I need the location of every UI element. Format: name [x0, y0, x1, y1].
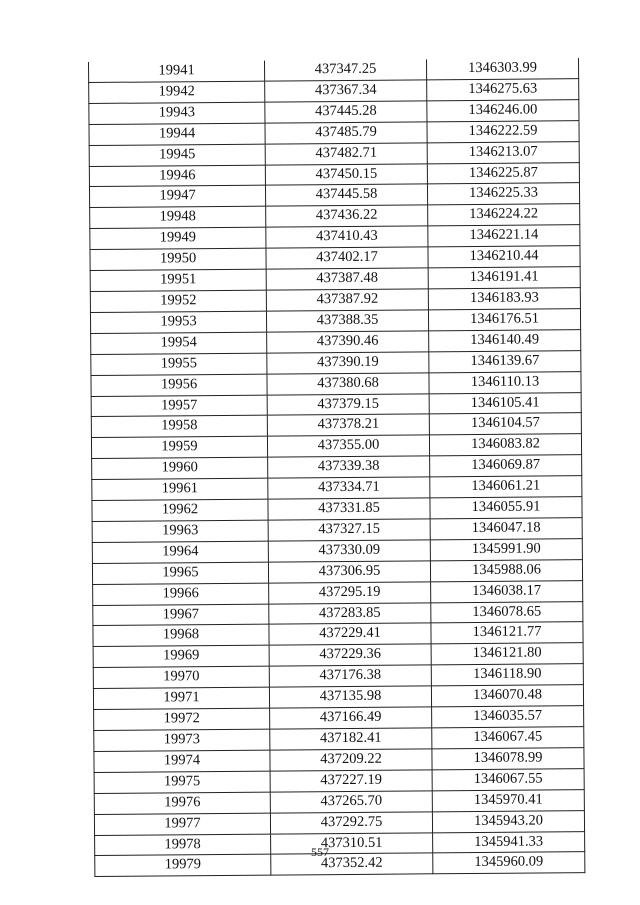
x-coordinate-cell: 437390.19 — [267, 352, 429, 374]
point-id-cell: 19958 — [91, 416, 267, 438]
x-coordinate-cell: 437387.48 — [266, 268, 428, 290]
y-coordinate-cell: 1345988.06 — [430, 559, 582, 581]
point-id-cell: 19965 — [92, 562, 268, 584]
point-id-cell: 19949 — [90, 227, 266, 249]
y-coordinate-cell: 1346121.77 — [431, 622, 583, 644]
y-coordinate-cell: 1346246.00 — [427, 99, 579, 121]
x-coordinate-cell: 437347.25 — [264, 59, 426, 81]
point-id-cell: 19963 — [92, 520, 268, 542]
page-number: 557 — [311, 845, 329, 859]
point-id-cell: 19948 — [90, 206, 266, 228]
x-coordinate-cell: 437166.49 — [270, 707, 432, 729]
x-coordinate-cell: 437378.21 — [267, 414, 429, 436]
x-coordinate-cell: 437295.19 — [269, 581, 431, 603]
x-coordinate-cell: 437379.15 — [267, 393, 429, 415]
y-coordinate-cell: 1346213.07 — [427, 141, 579, 163]
x-coordinate-cell: 437135.98 — [269, 686, 431, 708]
y-coordinate-cell: 1345991.90 — [430, 538, 582, 560]
x-coordinate-cell: 437402.17 — [266, 247, 428, 269]
point-id-cell: 19951 — [90, 269, 266, 291]
y-coordinate-cell: 1345960.09 — [433, 852, 585, 874]
y-coordinate-cell: 1345970.41 — [432, 789, 584, 811]
coordinates-table — [88, 58, 585, 877]
y-coordinate-cell: 1346210.44 — [428, 246, 580, 268]
x-coordinate-cell: 437209.22 — [270, 749, 432, 771]
y-coordinate-cell: 1346139.67 — [429, 350, 581, 372]
x-coordinate-cell: 437450.15 — [265, 163, 427, 185]
y-coordinate-cell: 1346061.21 — [430, 476, 582, 498]
x-coordinate-cell: 437445.28 — [265, 101, 427, 123]
point-id-cell: 19973 — [94, 729, 270, 751]
y-coordinate-cell: 1346224.22 — [428, 204, 580, 226]
y-coordinate-cell: 1346191.41 — [428, 267, 580, 289]
point-id-cell: 19943 — [89, 102, 265, 124]
y-coordinate-cell: 1346038.17 — [431, 580, 583, 602]
point-id-cell: 19955 — [91, 353, 267, 375]
y-coordinate-cell: 1346104.57 — [429, 413, 581, 435]
x-coordinate-cell: 437292.75 — [270, 811, 432, 833]
x-coordinate-cell: 437265.70 — [270, 791, 432, 813]
x-coordinate-cell: 437229.36 — [269, 644, 431, 666]
y-coordinate-cell: 1346083.82 — [429, 434, 581, 456]
x-coordinate-cell: 437367.34 — [265, 80, 427, 102]
point-id-cell: 19961 — [92, 478, 268, 500]
y-coordinate-cell: 1346176.51 — [428, 309, 580, 331]
point-id-cell: 19962 — [92, 499, 268, 521]
y-coordinate-cell: 1346047.18 — [430, 518, 582, 540]
x-coordinate-cell: 437380.68 — [267, 372, 429, 394]
x-coordinate-cell: 437283.85 — [269, 602, 431, 624]
y-coordinate-cell: 1346069.87 — [430, 455, 582, 477]
y-coordinate-cell: 1346275.63 — [427, 79, 579, 101]
point-id-cell: 19971 — [93, 687, 269, 709]
point-id-cell: 19978 — [95, 834, 271, 856]
y-coordinate-cell: 1346067.45 — [432, 727, 584, 749]
y-coordinate-cell: 1346121.80 — [431, 643, 583, 665]
coordinates-table-body — [88, 58, 584, 877]
point-id-cell: 19964 — [92, 541, 268, 563]
point-id-cell: 19960 — [92, 457, 268, 479]
point-id-cell: 19968 — [93, 625, 269, 647]
x-coordinate-cell: 437229.41 — [269, 623, 431, 645]
x-coordinate-cell: 437387.92 — [266, 289, 428, 311]
x-coordinate-cell: 437485.79 — [265, 122, 427, 144]
point-id-cell: 19952 — [90, 290, 266, 312]
y-coordinate-cell: 1346055.91 — [430, 497, 582, 519]
point-id-cell: 19953 — [90, 311, 266, 333]
x-coordinate-cell: 437355.00 — [267, 435, 429, 457]
point-id-cell: 19944 — [89, 123, 265, 145]
y-coordinate-cell: 1345943.20 — [432, 810, 584, 832]
x-coordinate-cell: 437330.09 — [268, 540, 430, 562]
x-coordinate-cell: 437388.35 — [266, 310, 428, 332]
y-coordinate-cell: 1346140.49 — [429, 329, 581, 351]
y-coordinate-cell: 1346105.41 — [429, 392, 581, 414]
x-coordinate-cell: 437390.46 — [267, 331, 429, 353]
y-coordinate-cell: 1346110.13 — [429, 371, 581, 393]
x-coordinate-cell: 437334.71 — [268, 477, 430, 499]
y-coordinate-cell: 1346303.99 — [426, 58, 578, 80]
point-id-cell: 19945 — [89, 144, 265, 166]
point-id-cell: 19967 — [93, 604, 269, 626]
point-id-cell: 19974 — [94, 750, 270, 772]
point-id-cell: 19972 — [94, 708, 270, 730]
point-id-cell: 19976 — [94, 792, 270, 814]
x-coordinate-cell: 437482.71 — [265, 142, 427, 164]
x-coordinate-cell: 437327.15 — [268, 519, 430, 541]
point-id-cell: 19969 — [93, 645, 269, 667]
y-coordinate-cell: 1346183.93 — [428, 288, 580, 310]
x-coordinate-cell: 437227.19 — [270, 770, 432, 792]
point-id-cell: 19975 — [94, 771, 270, 793]
point-id-cell: 19959 — [91, 436, 267, 458]
y-coordinate-cell: 1346118.90 — [431, 664, 583, 686]
point-id-cell: 19946 — [89, 165, 265, 187]
x-coordinate-cell: 437352.42 — [271, 853, 433, 875]
point-id-cell: 19977 — [94, 813, 270, 835]
point-id-cell: 19942 — [89, 81, 265, 103]
x-coordinate-cell: 437182.41 — [270, 728, 432, 750]
point-id-cell: 19970 — [93, 666, 269, 688]
point-id-cell: 19956 — [91, 374, 267, 396]
x-coordinate-cell: 437306.95 — [268, 561, 430, 583]
y-coordinate-cell: 1346078.99 — [432, 748, 584, 770]
x-coordinate-cell: 437410.43 — [266, 226, 428, 248]
x-coordinate-cell: 437436.22 — [266, 205, 428, 227]
point-id-cell: 19954 — [91, 332, 267, 354]
y-coordinate-cell: 1346221.14 — [428, 225, 580, 247]
y-coordinate-cell: 1346067.55 — [432, 768, 584, 790]
y-coordinate-cell: 1346035.57 — [432, 706, 584, 728]
y-coordinate-cell: 1346225.33 — [427, 183, 579, 205]
x-coordinate-cell: 437339.38 — [268, 456, 430, 478]
x-coordinate-cell: 437176.38 — [269, 665, 431, 687]
point-id-cell: 19979 — [95, 855, 271, 877]
y-coordinate-cell: 1346225.87 — [427, 162, 579, 184]
y-coordinate-cell: 1346070.48 — [431, 685, 583, 707]
point-id-cell: 19957 — [91, 395, 267, 417]
y-coordinate-cell: 1346078.65 — [431, 601, 583, 623]
y-coordinate-cell: 1346222.59 — [427, 120, 579, 142]
x-coordinate-cell: 437310.51 — [271, 832, 433, 854]
point-id-cell: 19950 — [90, 248, 266, 270]
point-id-cell: 19941 — [88, 61, 264, 83]
y-coordinate-cell: 1345941.33 — [433, 831, 585, 853]
point-id-cell: 19947 — [89, 186, 265, 208]
x-coordinate-cell: 437331.85 — [268, 498, 430, 520]
x-coordinate-cell: 437445.58 — [265, 184, 427, 206]
point-id-cell: 19966 — [93, 583, 269, 605]
